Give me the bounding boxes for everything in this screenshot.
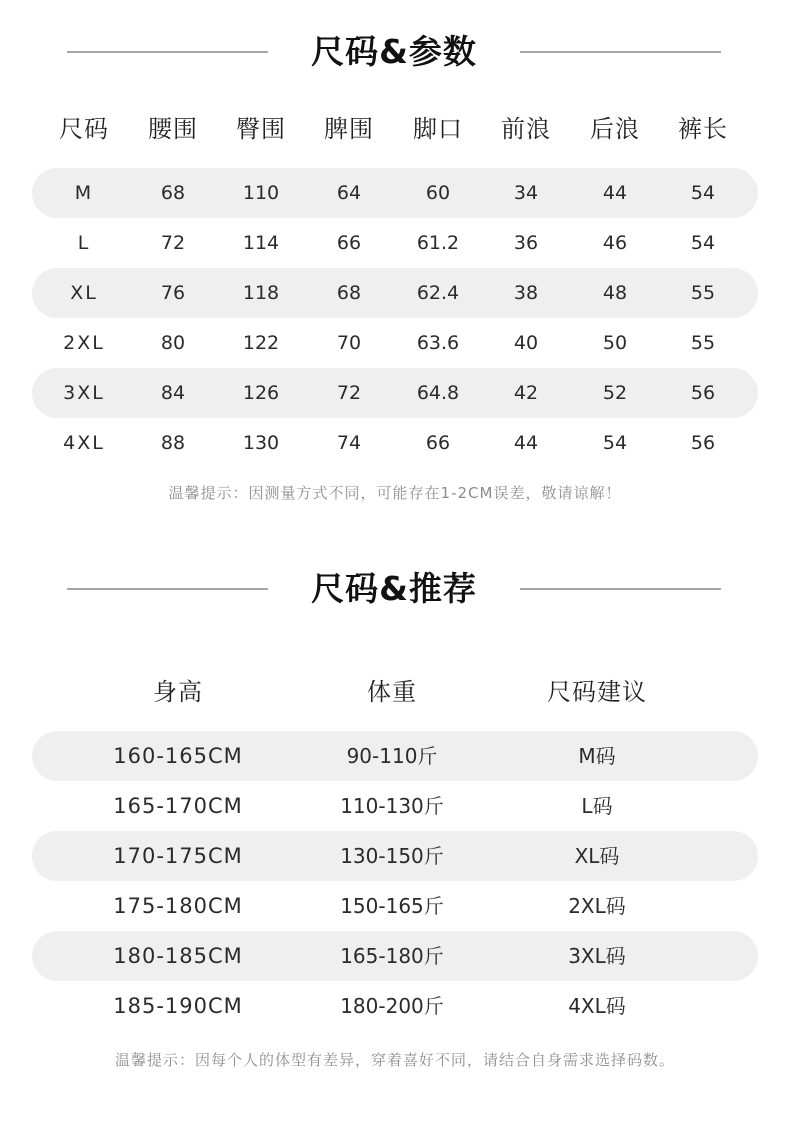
table-cell: 180-200斤 — [340, 994, 444, 1018]
table-cell: 160-165CM — [113, 744, 243, 768]
table-cell: 88 — [160, 432, 186, 454]
header-divider-left — [67, 51, 268, 53]
recommend-table-header — [32, 667, 758, 717]
table-cell: 72 — [160, 232, 186, 254]
table-cell: 60 — [425, 182, 451, 204]
table-row — [32, 931, 758, 981]
table-cell: 62.4 — [416, 282, 460, 304]
column-header-back-rise: 后浪 — [590, 115, 640, 143]
table-cell: 55 — [690, 332, 716, 354]
table-cell: M — [74, 182, 94, 204]
table-cell: 34 — [513, 182, 539, 204]
params-table-header — [32, 104, 758, 154]
recommend-note: 温馨提示：因每个人的体型有差异，穿着喜好不同，请结合自身需求选择码数。 — [114, 1051, 675, 1069]
table-cell: 38 — [513, 282, 539, 304]
table-cell: 70 — [336, 332, 362, 354]
table-cell: 36 — [513, 232, 539, 254]
header-divider-right — [520, 51, 721, 53]
params-note: 温馨提示：因测量方式不同，可能存在1-2CM误差，敬请谅解！ — [168, 484, 622, 502]
table-row — [32, 218, 758, 268]
table-cell: 44 — [602, 182, 628, 204]
table-row — [32, 418, 758, 468]
table-cell: 90-110斤 — [346, 744, 438, 768]
table-cell: 165-180斤 — [340, 944, 444, 968]
table-cell: 50 — [602, 332, 628, 354]
table-cell: 55 — [690, 282, 716, 304]
table-cell: L — [77, 232, 91, 254]
table-row — [32, 781, 758, 831]
column-header-front-rise: 前浪 — [501, 115, 551, 143]
table-cell: 2XL — [63, 332, 105, 354]
table-row — [32, 368, 758, 418]
table-cell: 3XL码 — [568, 944, 626, 968]
table-cell: XL — [70, 282, 98, 304]
table-cell: 68 — [336, 282, 362, 304]
table-cell: 63.6 — [416, 332, 460, 354]
table-cell: 180-185CM — [113, 944, 243, 968]
column-header-size: 尺码 — [59, 115, 109, 143]
column-header-length: 裤长 — [678, 115, 728, 143]
params-section-title: 尺码&参数 — [311, 32, 477, 71]
table-cell: M码 — [578, 744, 616, 768]
table-cell: 66 — [336, 232, 362, 254]
table-cell: 68 — [160, 182, 186, 204]
table-cell: 80 — [160, 332, 186, 354]
recommend-section-title: 尺码&推荐 — [311, 569, 477, 608]
recommend-section-header — [0, 559, 790, 619]
table-cell: 61.2 — [416, 232, 460, 254]
table-row — [32, 731, 758, 781]
header-divider-right — [520, 588, 721, 590]
table-cell: 110-130斤 — [340, 794, 444, 818]
table-cell: 4XL码 — [568, 994, 626, 1018]
table-cell: 118 — [242, 282, 280, 304]
table-row — [32, 168, 758, 218]
table-cell: 175-180CM — [113, 894, 243, 918]
table-row — [32, 268, 758, 318]
table-cell: 185-190CM — [113, 994, 243, 1018]
table-row — [32, 831, 758, 881]
table-cell: 2XL码 — [568, 894, 626, 918]
table-cell: 130-150斤 — [340, 844, 444, 868]
column-header-leg-opening: 脚口 — [413, 115, 463, 143]
table-cell: 130 — [242, 432, 280, 454]
params-section-header — [0, 22, 790, 82]
column-header-thigh: 脾围 — [324, 115, 374, 143]
table-row — [32, 318, 758, 368]
table-cell: 54 — [690, 182, 716, 204]
table-cell: 150-165斤 — [340, 894, 444, 918]
table-cell: 84 — [160, 382, 186, 404]
table-cell: 66 — [425, 432, 451, 454]
column-header-size-suggestion: 尺码建议 — [547, 678, 647, 706]
table-cell: XL码 — [574, 844, 620, 868]
table-cell: 4XL — [63, 432, 105, 454]
table-cell: 165-170CM — [113, 794, 243, 818]
column-header-weight: 体重 — [367, 678, 417, 706]
table-cell: 64 — [336, 182, 362, 204]
table-cell: 56 — [690, 432, 716, 454]
column-header-waist: 腰围 — [148, 115, 198, 143]
table-cell: 110 — [242, 182, 280, 204]
table-cell: 46 — [602, 232, 628, 254]
table-cell: 126 — [242, 382, 280, 404]
column-header-height: 身高 — [153, 678, 203, 706]
table-cell: 54 — [602, 432, 628, 454]
table-cell: 170-175CM — [113, 844, 243, 868]
table-cell: 54 — [690, 232, 716, 254]
table-cell: 72 — [336, 382, 362, 404]
table-cell: 40 — [513, 332, 539, 354]
column-header-hip: 臀围 — [236, 115, 286, 143]
table-cell: 76 — [160, 282, 186, 304]
table-cell: 44 — [513, 432, 539, 454]
table-cell: 114 — [242, 232, 280, 254]
table-row — [32, 881, 758, 931]
table-cell: 48 — [602, 282, 628, 304]
table-cell: 52 — [602, 382, 628, 404]
table-cell: 42 — [513, 382, 539, 404]
table-cell: 74 — [336, 432, 362, 454]
header-divider-left — [67, 588, 268, 590]
table-cell: L码 — [581, 794, 613, 818]
table-cell: 122 — [242, 332, 280, 354]
table-cell: 56 — [690, 382, 716, 404]
table-row — [32, 981, 758, 1031]
table-cell: 3XL — [63, 382, 105, 404]
table-cell: 64.8 — [416, 382, 460, 404]
